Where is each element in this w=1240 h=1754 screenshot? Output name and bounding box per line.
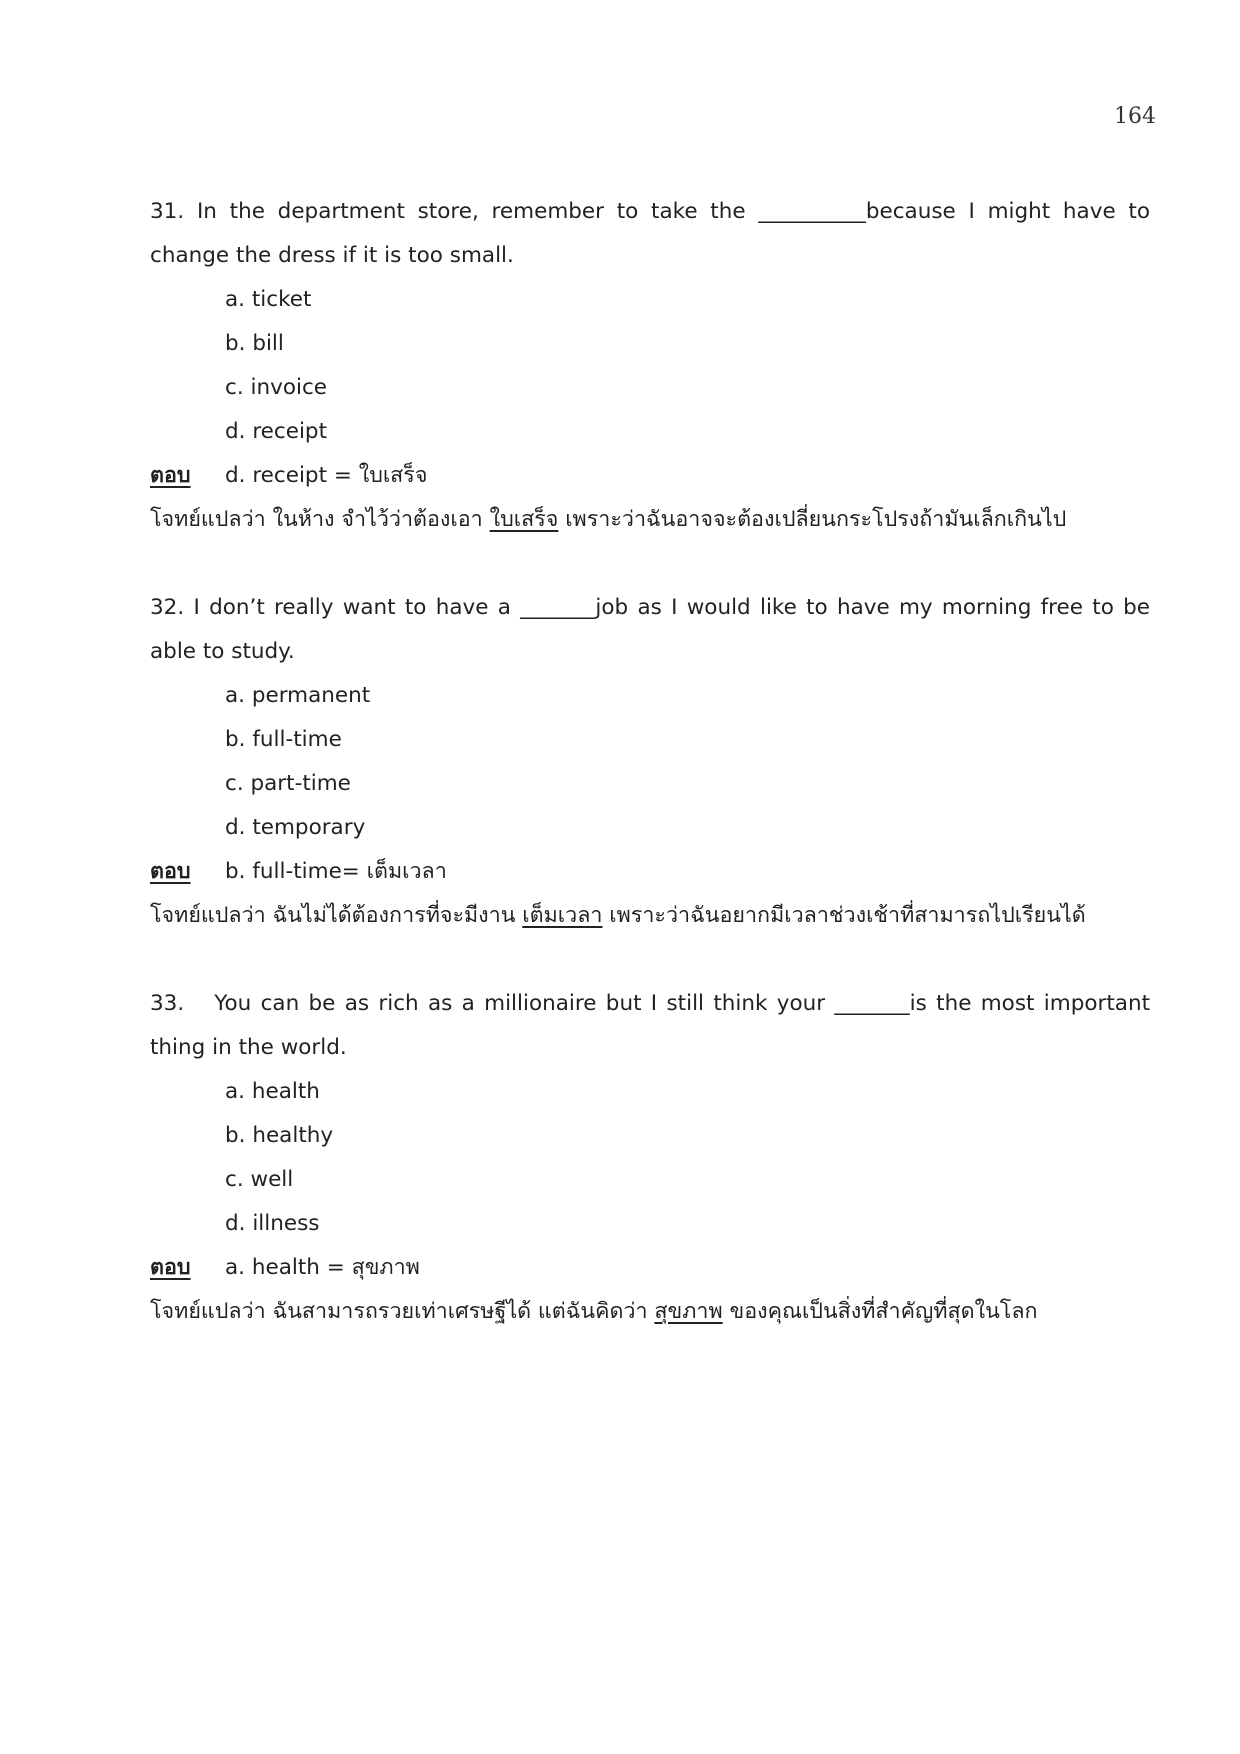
answer-label: ตอบ [150, 859, 191, 884]
translation-before: โจทย์แปลว่า ฉันสามารถรวยเท่าเศรษฐีได้ แต่ฉันคิดว่า [150, 1299, 655, 1324]
question-text [150, 586, 1150, 674]
answer-text: b. full-time= เต็มเวลา [225, 859, 447, 884]
translation-before: โจทย์แปลว่า ฉันไม่ได้ต้องการที่จะมีงาน [150, 903, 523, 928]
answer-line [150, 1246, 1150, 1290]
question-text-after: job as I would like to have my morning free to be able to study. [150, 595, 1150, 664]
option-c: c. invoice [225, 375, 327, 400]
options-list [150, 1070, 1150, 1246]
option-b: b. full-time [225, 727, 342, 752]
translation-after: ของคุณเป็นสิ่งที่สำคัญที่สุดในโลก [722, 1299, 1038, 1324]
translation-key-term: เต็มเวลา [522, 903, 603, 928]
question-33 [150, 982, 1150, 1334]
option-d: d. receipt [225, 419, 328, 444]
document-body [150, 190, 1150, 1378]
question-text-before: In the department store, remember to take the [196, 199, 759, 224]
question-blank: _______ [834, 991, 910, 1016]
translation-key-term: สุขภาพ [654, 1299, 723, 1324]
option-a: a. ticket [225, 287, 312, 312]
question-number: 32. [150, 595, 185, 620]
question-text-after: because I might have to change the dress if it is too small. [150, 199, 1151, 268]
answer-line [150, 850, 1150, 894]
page-number: 164 [1114, 104, 1156, 129]
question-text-before: I don’t really want to have a [193, 595, 521, 620]
options-list [150, 278, 1150, 454]
option-b: b. bill [225, 331, 284, 356]
question-32 [150, 586, 1150, 938]
answer-text: d. receipt = ใบเสร็จ [225, 463, 428, 488]
question-31 [150, 190, 1150, 542]
option-c: c. well [225, 1167, 294, 1192]
question-text [150, 190, 1150, 278]
option-d: d. temporary [225, 815, 366, 840]
options-list [150, 674, 1150, 850]
answer-label: ตอบ [150, 1255, 191, 1280]
question-text-after: is the most important thing in the world. [150, 991, 1150, 1060]
translation-before: โจทย์แปลว่า ในห้าง จำไว้ว่าต้องเอา [150, 507, 490, 532]
option-c: c. part-time [225, 771, 351, 796]
answer-text: a. health = สุขภาพ [225, 1255, 420, 1280]
answer-line [150, 454, 1150, 498]
question-number: 31. [150, 199, 185, 224]
question-blank: _______ [520, 595, 596, 620]
answer-label: ตอบ [150, 463, 191, 488]
translation-line [150, 1290, 1150, 1334]
question-text [150, 982, 1150, 1070]
option-d: d. illness [225, 1211, 320, 1236]
question-number: 33. [150, 991, 185, 1016]
translation-after: เพราะว่าฉันอาจจะต้องเปลี่ยนกระโปรงถ้ามันเล็กเกินไป [558, 507, 1067, 532]
translation-key-term: ใบเสร็จ [489, 507, 559, 532]
translation-line [150, 498, 1150, 542]
question-text-before: You can be as rich as a millionaire but I still think your [214, 991, 835, 1016]
option-a: a. health [225, 1079, 320, 1104]
option-b: b. healthy [225, 1123, 334, 1148]
option-a: a. permanent [225, 683, 371, 708]
translation-line [150, 894, 1150, 938]
question-blank: __________ [758, 199, 866, 224]
translation-after: เพราะว่าฉันอยากมีเวลาช่วงเช้าที่สามารถไปเรียนได้ [602, 903, 1086, 928]
